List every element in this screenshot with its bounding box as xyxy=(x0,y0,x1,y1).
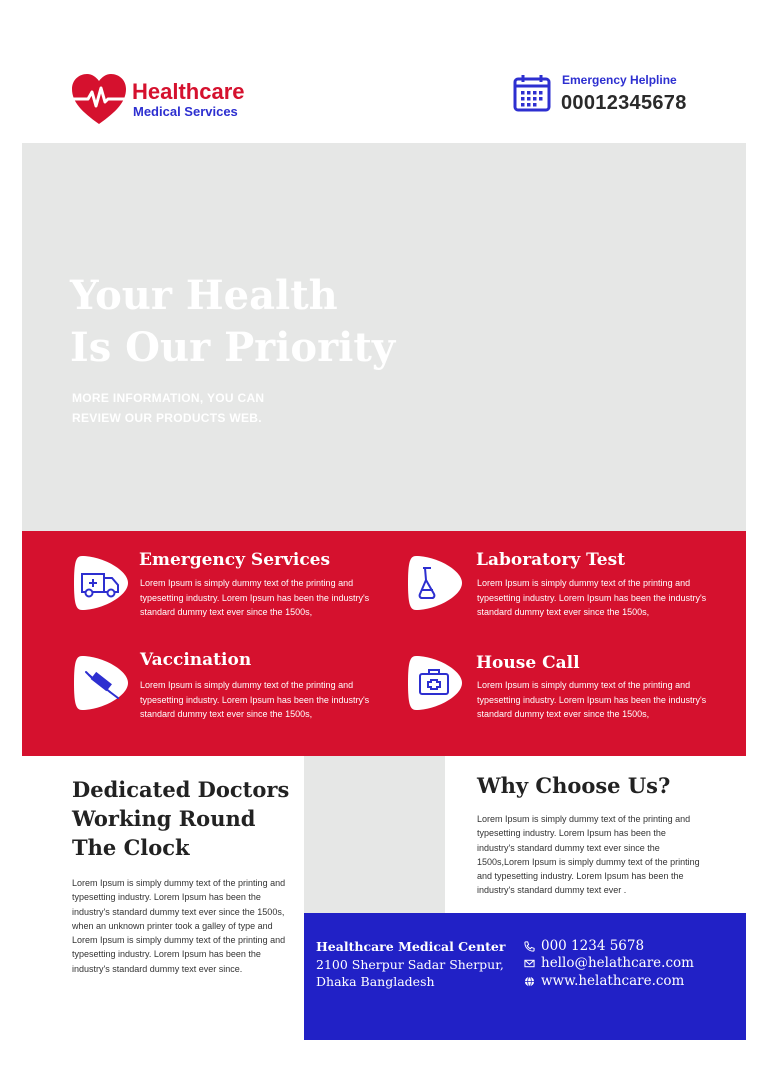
hero-subtitle xyxy=(72,388,264,428)
hero-title-line: Is Our Priority xyxy=(70,324,396,371)
medical-kit-icon xyxy=(406,652,464,714)
helpline-number: 00012345678 xyxy=(561,92,687,114)
doctors-title xyxy=(72,775,302,862)
hero-title xyxy=(70,270,395,374)
image-placeholder xyxy=(304,756,445,913)
phone-icon xyxy=(524,941,535,952)
email-link[interactable]: hello@helathcare.com xyxy=(541,955,694,971)
website-row xyxy=(524,973,684,989)
service-title: House Call xyxy=(476,653,580,673)
doctors-title-line: The Clock xyxy=(72,835,190,860)
phone-number: 000 1234 5678 xyxy=(541,938,645,954)
why-text: Lorem Ipsum is simply dummy text of the printing and typesetting industry. Lorem Ipsum has been the industry's standard dummy text ever since the 1500s,Lorem Ipsum is simply dummy text of the printing and typesetting industry. Lorem Ipsum has been the industry's standard dummy text ever . xyxy=(477,814,700,896)
doctors-title-line: Dedicated Doctors xyxy=(72,777,290,802)
brand-subtitle: Medical Services xyxy=(133,104,238,119)
service-text: Lorem Ipsum is simply dummy text of the printing and typesetting industry. Lorem Ipsum has been the industry's standard dummy text ever since the 1500s, xyxy=(140,680,370,719)
hero-subtitle-line: REVIEW OUR PRODUCTS WEB. xyxy=(72,411,262,425)
center-name: Healthcare Medical Center xyxy=(316,939,506,954)
service-title: Emergency Services xyxy=(139,550,331,570)
email-row xyxy=(524,955,694,971)
ambulance-icon xyxy=(72,552,130,614)
service-text: Lorem Ipsum is simply dummy text of the printing and typesetting industry. Lorem Ipsum has been the industry's standard dummy text ever since the 1500s, xyxy=(477,680,707,719)
calendar-icon xyxy=(513,74,551,112)
why-title: Why Choose Us? xyxy=(477,773,671,798)
address-line: 2100 Sherpur Sadar Sherpur, xyxy=(316,957,504,972)
website-link[interactable]: www.helathcare.com xyxy=(541,973,685,989)
hero-title-line: Your Health xyxy=(70,272,338,319)
service-text: Lorem Ipsum is simply dummy text of the printing and typesetting industry. Lorem Ipsum has been the industry's standard dummy text ever since the 1500s, xyxy=(477,578,707,617)
heart-logo-icon xyxy=(70,72,128,126)
services-band xyxy=(22,531,746,756)
service-title: Vaccination xyxy=(140,650,252,670)
brand-name: Healthcare xyxy=(132,79,245,104)
helpline-label: Emergency Helpline xyxy=(562,73,677,87)
address-line: Dhaka Bangladesh xyxy=(316,974,435,989)
phone-row xyxy=(524,938,644,954)
test-tube-icon xyxy=(406,552,464,614)
globe-icon xyxy=(524,976,535,987)
doctors-title-line: Working Round xyxy=(72,806,256,831)
service-title: Laboratory Test xyxy=(476,550,626,570)
doctors-text: Lorem Ipsum is simply dummy text of the printing and typesetting industry. Lorem Ipsum has been the industry's standard dummy text ever since the 1500s, when an unknown printer took a galley of type and Lorem Ipsum is simply dummy text of the printing and typesetting industry. Lorem Ipsum has been the industry's standard dummy text ever since. xyxy=(72,878,286,974)
syringe-icon xyxy=(72,652,130,714)
hero-subtitle-line: MORE INFORMATION, YOU CAN xyxy=(72,391,265,405)
mail-icon xyxy=(524,958,535,969)
center-address xyxy=(316,956,504,990)
service-text: Lorem Ipsum is simply dummy text of the printing and typesetting industry. Lorem Ipsum has been the industry's standard dummy text ever since the 1500s, xyxy=(140,578,370,617)
